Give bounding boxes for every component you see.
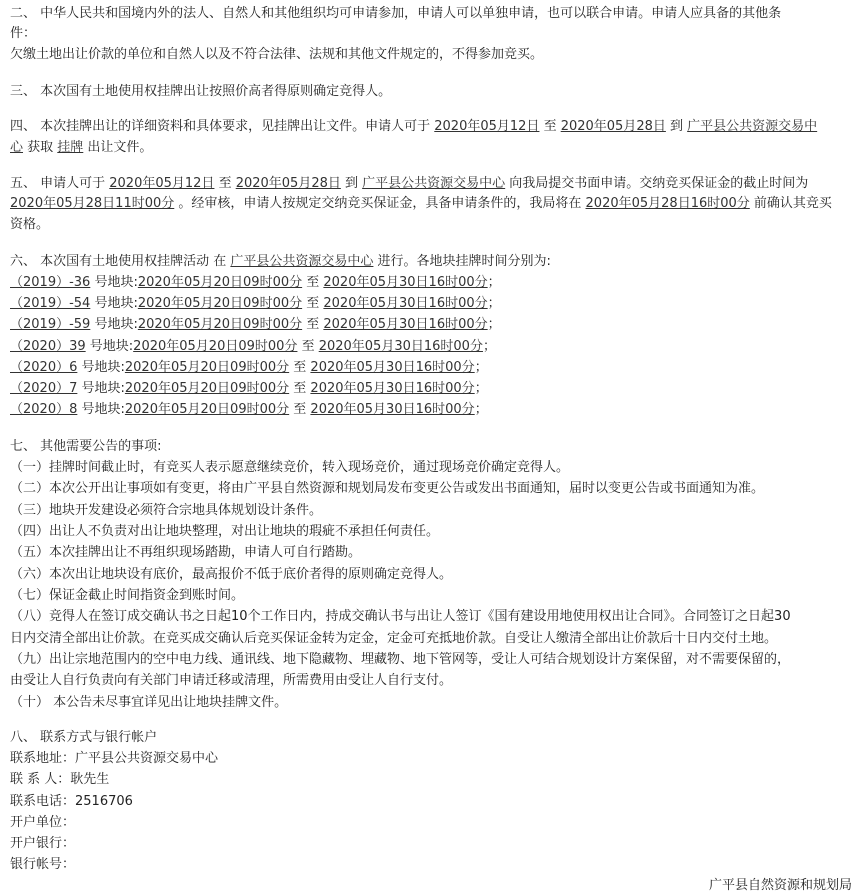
parcel-to: 至	[289, 360, 311, 375]
parcel-finish[interactable]: 2020年05月30日16时00分	[323, 296, 488, 311]
parcel-start[interactable]: 2020年05月20日09时00分	[133, 339, 298, 354]
sec2-line2: 件：	[10, 26, 37, 41]
sec7-item: （六）本次出让地块设有底价，最高报价不低于底价者得的原则确定竞得人。	[10, 567, 453, 582]
parcel-start[interactable]: 2020年05月20日09时00分	[137, 317, 303, 332]
sec2-line1: 二、 中华人民共和国境内外的法人、自然人和其他组织均可申请参加，申请人可以单独申请，也可以联合申请。申请人应具备的其他条	[10, 6, 782, 21]
parcel-id[interactable]: （2020）39	[10, 339, 86, 354]
parcel-label: 号地块:	[81, 402, 125, 417]
sec5-deposit-deadline[interactable]: 2020年05月28日11时00分	[10, 196, 175, 211]
parcel-row	[10, 402, 488, 418]
parcel-to: 至	[302, 275, 324, 290]
parcel-finish[interactable]: 2020年05月30日16时00分	[310, 381, 475, 396]
sec6-place-link[interactable]: 广平县公共资源交易中心	[230, 254, 374, 269]
parcel-finish[interactable]: 2020年05月30日16时00分	[323, 317, 488, 332]
parcel-row	[10, 381, 488, 397]
bank-unit: 开户单位：	[10, 815, 76, 830]
sec5-date-start[interactable]: 2020年05月12日	[109, 176, 215, 191]
parcel-row	[10, 317, 501, 333]
sec5-confirm-time[interactable]: 2020年05月28日16时00分	[585, 196, 750, 211]
parcel-end: ；	[487, 296, 501, 311]
sec4-obtain: 获取	[23, 140, 58, 155]
bank-name: 开户银行：	[10, 836, 76, 851]
sec6-title	[10, 254, 551, 270]
parcel-label: 号地块:	[89, 339, 134, 354]
parcel-end: ；	[487, 275, 501, 290]
parcel-row	[10, 296, 501, 312]
parcel-to: 至	[289, 381, 311, 396]
sec5-confirm-text: 前确认其竞买	[749, 196, 832, 211]
sec5-line3: 资格。	[10, 217, 50, 232]
sec6-text: 六、 本次国有土地使用权挂牌活动 在	[10, 254, 231, 269]
parcel-finish[interactable]: 2020年05月30日16时00分	[318, 339, 483, 354]
parcel-label: 号地块:	[94, 296, 138, 311]
sec7-item: （五）本次挂牌出让不再组织现场踏勘，申请人可自行踏勘。	[10, 545, 362, 560]
sec7-item: （一）挂牌时间截止时，有竞买人表示愿意继续竞价，转入现场竞价，通过现场竞价确定竞得人。	[10, 460, 570, 475]
contact-person: 联 系 人：耿先生	[10, 772, 110, 787]
sec4-text: 四、 本次挂牌出让的详细资料和具体要求，见挂牌出让文件。申请人可于	[10, 119, 435, 134]
sec4-at: 到	[665, 119, 688, 134]
sec5-deposit-text: 向我局提交书面申请。交纳竞买保证金的截止时间为	[505, 176, 809, 191]
sec5-date-end[interactable]: 2020年05月28日	[235, 176, 341, 191]
parcel-end: ；	[474, 360, 488, 375]
sec7-item: （三）地块开发建设必须符合宗地具体规划设计条件。	[10, 503, 323, 518]
parcel-to: 至	[297, 339, 319, 354]
sec5-text: 五、 申请人可于	[10, 176, 110, 191]
parcel-finish[interactable]: 2020年05月30日16时00分	[310, 360, 475, 375]
sec7-item: 日内交清全部出让价款。在竞买成交确认后竞买保证金转为定金，定金可充抵地价款。自受让人缴清全部出让价款后十日内交付土地。	[10, 631, 778, 646]
bank-account: 银行帐号：	[10, 857, 76, 872]
parcel-label: 号地块:	[81, 360, 125, 375]
parcel-end: ；	[482, 339, 496, 354]
parcel-to: 至	[289, 402, 311, 417]
sec4-doc-text: 出让文件。	[83, 140, 153, 155]
parcel-row	[10, 360, 488, 376]
parcel-id[interactable]: （2019）-54	[10, 296, 91, 311]
parcel-start[interactable]: 2020年05月20日09时00分	[137, 275, 303, 290]
sec8-title: 八、 联系方式与银行帐户	[10, 730, 158, 745]
sec5-to: 至	[214, 176, 236, 191]
sec7-item: （八）竞得人在签订成交确认书之日起10个工作日内，持成交确认书与出让人签订《国有建设用地使用权出让合同》。合同签订之日起30	[10, 609, 791, 624]
parcel-id[interactable]: （2020）6	[10, 360, 78, 375]
parcel-end: ；	[474, 402, 488, 417]
sec7-item: （九）出让宗地范围内的空中电力线、通讯线、地下隐藏物、埋藏物、地下管网等，受让人可结合规划设计方案保留，对不需要保留的，	[10, 652, 791, 667]
sec4-place-link-cont[interactable]: 心	[10, 140, 24, 155]
sec7-item: 由受让人自行负责向有关部门申请迁移或清理，所需费用由受让人自行支付。	[10, 673, 453, 688]
signature: 广平县自然资源和规划局	[708, 878, 852, 893]
contact-address: 联系地址：广平县公共资源交易中心	[10, 751, 219, 766]
sec6-text-end: 进行。各地块挂牌时间分别为:	[373, 254, 551, 269]
parcel-row	[10, 275, 501, 291]
parcel-row	[10, 339, 496, 355]
sec4-place-link[interactable]: 广平县公共资源交易中	[687, 119, 818, 134]
sec5-line1	[10, 176, 808, 192]
parcel-id[interactable]: （2019）-59	[10, 317, 91, 332]
parcel-id[interactable]: （2020）8	[10, 402, 78, 417]
sec5-at: 到	[340, 176, 363, 191]
parcel-start[interactable]: 2020年05月20日09时00分	[124, 402, 290, 417]
sec7-item: （十） 本公告未尽事宜详见出让地块挂牌文件。	[10, 695, 288, 710]
sec5-line2	[10, 196, 832, 212]
parcel-end: ；	[474, 381, 488, 396]
sec7-item: （二）本次公开出让事项如有变更，将由广平县自然资源和规划局发布变更公告或发出书面通知，届时以变更公告或书面通知为准。	[10, 481, 765, 496]
parcel-to: 至	[302, 317, 324, 332]
parcel-label: 号地块:	[81, 381, 125, 396]
sec5-review-text: 。经审核，申请人按规定交纳竞买保证金，具备申请条件的，我局将在	[174, 196, 586, 211]
contact-phone: 联系电话：2516706	[10, 794, 133, 809]
sec4-line2	[10, 140, 152, 156]
parcel-to: 至	[302, 296, 324, 311]
sec5-place-link[interactable]: 广平县公共资源交易中心	[362, 176, 506, 191]
parcel-finish[interactable]: 2020年05月30日16时00分	[310, 402, 475, 417]
sec7-item: （四）出让人不负责对出让地块整理，对出让地块的瑕疵不承担任何责任。	[10, 524, 440, 539]
parcel-start[interactable]: 2020年05月20日09时00分	[124, 360, 290, 375]
sec4-to: 至	[539, 119, 561, 134]
sec4-line1	[10, 119, 817, 135]
parcel-label: 号地块:	[94, 275, 138, 290]
parcel-id[interactable]: （2020）7	[10, 381, 78, 396]
sec7-title: 七、 其他需要公告的事项:	[10, 439, 162, 454]
sec3-line: 三、 本次国有土地使用权挂牌出让按照价高者得原则确定竞得人。	[10, 84, 392, 99]
parcel-finish[interactable]: 2020年05月30日16时00分	[323, 275, 488, 290]
sec4-doc-link[interactable]: 挂牌	[57, 140, 84, 155]
sec4-date-start[interactable]: 2020年05月12日	[434, 119, 540, 134]
parcel-id[interactable]: （2019）-36	[10, 275, 91, 290]
sec2-line3: 欠缴土地出让价款的单位和自然人以及不符合法律、法规和其他文件规定的，不得参加竞买。	[10, 47, 544, 62]
parcel-start[interactable]: 2020年05月20日09时00分	[124, 381, 290, 396]
parcel-label: 号地块:	[94, 317, 138, 332]
sec7-item: （七）保证金截止时间指资金到账时间。	[10, 588, 245, 603]
parcel-end: ；	[487, 317, 501, 332]
parcel-start[interactable]: 2020年05月20日09时00分	[137, 296, 303, 311]
sec4-date-end[interactable]: 2020年05月28日	[560, 119, 666, 134]
